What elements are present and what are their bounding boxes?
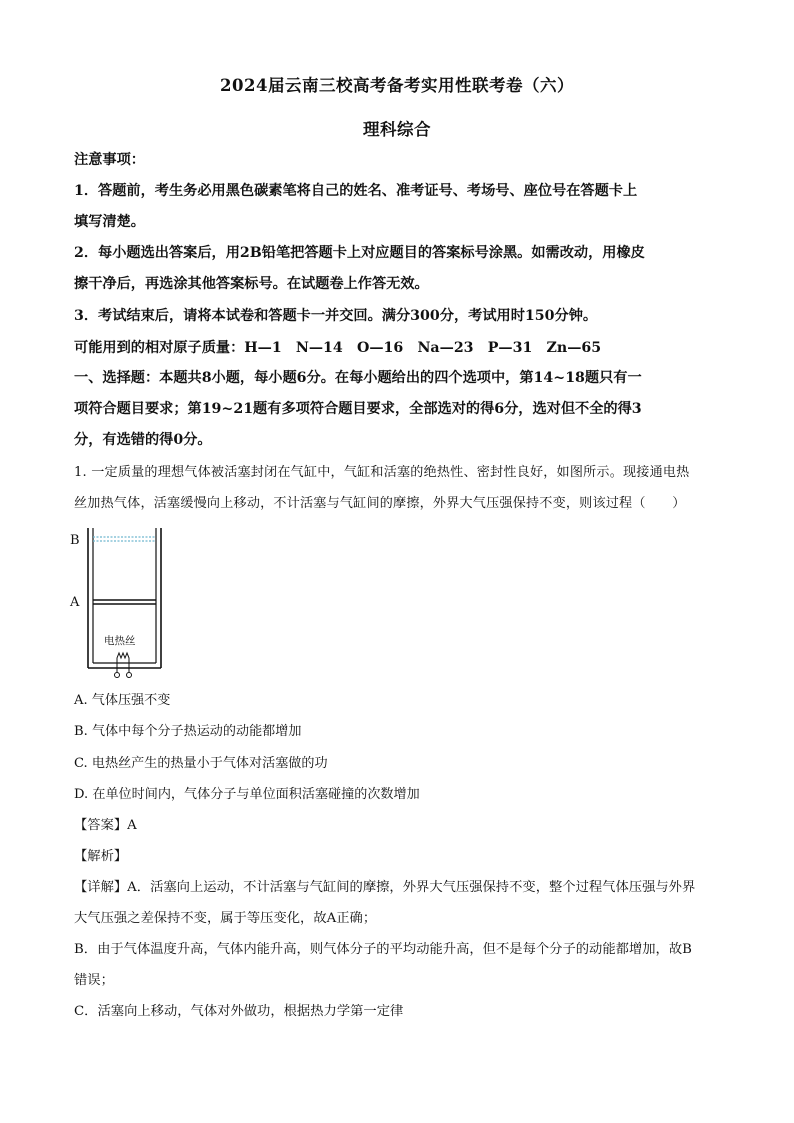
answer-line: 【答案】A	[74, 818, 137, 833]
notice-heading: 注意事项：	[74, 152, 145, 168]
notice-item3: 3．考试结束后，请将本试卷和答题卡一并交回。满分300分，考试用时150分钟。	[74, 308, 598, 324]
detail-line3: B．由于气体温度升高，气体内能升高，则气体分子的平均动能升高，但不是每个分子的动能都增加，故B	[74, 942, 692, 957]
heater-label: 电热丝	[104, 635, 136, 647]
exam-subtitle: 理科综合	[363, 120, 431, 139]
option-c: C. 电热丝产生的热量小于气体对活塞做的功	[74, 756, 328, 771]
question1-stem-line2: 丝加热气体，活塞缓慢向上移动，不计活塞与气缸间的摩擦，外界大气压强保持不变，则该过程（ ）	[74, 496, 686, 511]
detail-line4: 错误；	[74, 973, 114, 988]
terminal-left-icon	[115, 673, 120, 678]
detail-line2: 大气压强之差保持不变，属于等压变化，故A正确；	[74, 911, 377, 926]
detail-line1: 【详解】A．活塞向上运动，不计活塞与气缸间的摩擦，外界大气压强保持不变，整个过程气体压强与外界	[74, 880, 696, 895]
cylinder-diagram	[66, 520, 176, 685]
notice-item2-line2: 擦干净后，再选涂其他答案标号。在试题卷上作答无效。	[74, 276, 429, 292]
exam-title: 2024届云南三校高考备考实用性联考卷（六）	[220, 76, 574, 95]
section1-line2: 项符合题目要求；第19~21题有多项符合题目要求，全部选对的得6分，选对但不全的得3	[74, 401, 642, 417]
atomic-masses: 可能用到的相对原子质量：H—1 N—14 O—16 Na—23 P—31 Zn—65	[74, 340, 602, 356]
option-b: B. 气体中每个分子热运动的动能都增加	[74, 724, 302, 739]
label-b: B	[70, 533, 80, 548]
section1-line1: 一、选择题：本题共8小题，每小题6分。在每小题给出的四个选项中，第14~18题只有一	[74, 370, 642, 386]
detail-line5: C．活塞向上移动，气体对外做功，根据热力学第一定律	[74, 1004, 404, 1019]
question1-stem-line1: 1. 一定质量的理想气体被活塞封闭在气缸中，气缸和活塞的绝热性、密封性良好，如图所示。现接通电热	[74, 465, 690, 480]
notice-item1-line2: 填写清楚。	[74, 214, 145, 230]
option-d: D. 在单位时间内，气体分子与单位面积活塞碰撞的次数增加	[74, 787, 420, 802]
label-a: A	[70, 595, 80, 610]
notice-item2-line1: 2．每小题选出答案后，用2B铅笔把答题卡上对应题目的答案标号涂黑。如需改动，用橡皮	[74, 245, 645, 261]
terminal-right-icon	[127, 673, 132, 678]
section1-line3: 分，有选错的得0分。	[74, 432, 212, 448]
notice-item1-line1: 1．答题前，考生务必用黑色碳素笔将自己的姓名、准考证号、考场号、座位号在答题卡上	[74, 183, 638, 199]
analysis-heading: 【解析】	[74, 849, 128, 864]
option-a: A. 气体压强不变	[74, 693, 171, 708]
heater-coil-icon	[117, 653, 129, 663]
